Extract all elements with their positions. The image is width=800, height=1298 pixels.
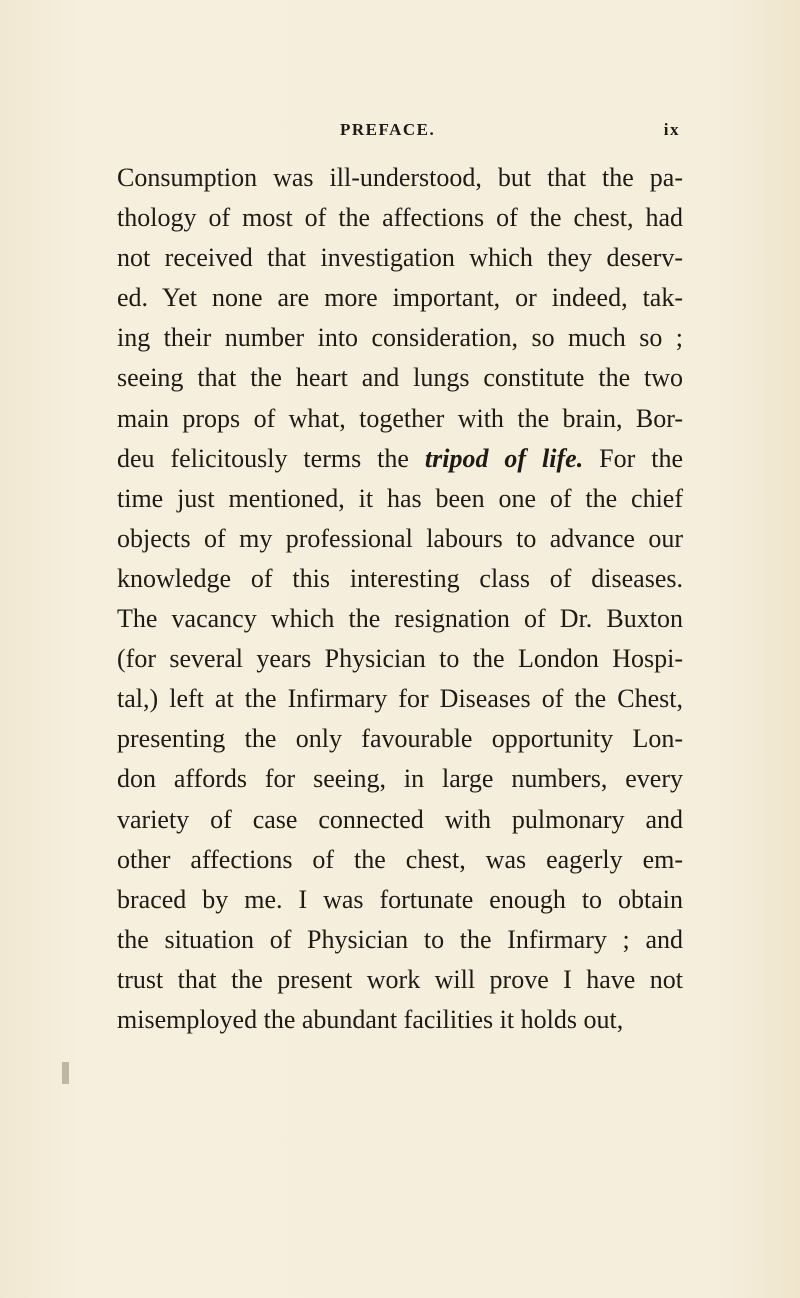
text-line: objects of my professional labours to advance our [117,523,683,553]
italic-phrase: tripod of life. [424,443,584,473]
text-line: other affections of the chest, was eagerly em- [117,844,683,874]
text-line: trust that the present work will prove I have not [117,964,683,994]
text-line: time just mentioned, it has been one of the chief [117,483,683,513]
text-line: misemployed the abundant facilities it holds out, [117,1004,624,1034]
text-line: presenting the only favourable opportunity Lon- [117,724,683,754]
text-line: main props of what, together with the brain, Bor- [117,403,683,433]
text-segment: For the [599,443,684,473]
running-header [340,120,680,140]
text-line: Consumption was ill-understood, but that the pa- [117,163,683,192]
text-line: braced by me. I was fortunate enough to obtain [117,884,683,914]
text-line: ed. Yet none are more important, or indeed, tak- [117,283,683,313]
text-line: seeing that the heart and lungs constitute the two [117,363,683,393]
body-text [117,158,683,1040]
text-segment: deu felicitously terms the [117,443,409,473]
text-line: The vacancy which the resignation of Dr. Buxton [117,604,683,634]
text-line: not received that investigation which they deserv- [117,243,683,273]
text-line: don affords for seeing, in large numbers, every [117,764,683,794]
text-line: knowledge of this interesting class of diseases. [117,563,683,593]
text-line: ing their number into consideration, so much so ; [117,323,683,353]
text-line: tal,) left at the Infirmary for Diseases of the Chest, [117,684,683,714]
text-line: thology of most of the affections of the chest, had [117,203,683,233]
text-line: variety of case connected with pulmonary and [117,804,683,834]
page-number: ix [663,120,680,139]
margin-mark [62,1062,69,1084]
header-title: PREFACE. [340,120,436,139]
text-line: (for several years Physician to the London Hospi- [117,644,683,674]
text-line-with-italic [117,439,683,479]
text-line: the situation of Physician to the Infirmary ; and [117,924,683,954]
